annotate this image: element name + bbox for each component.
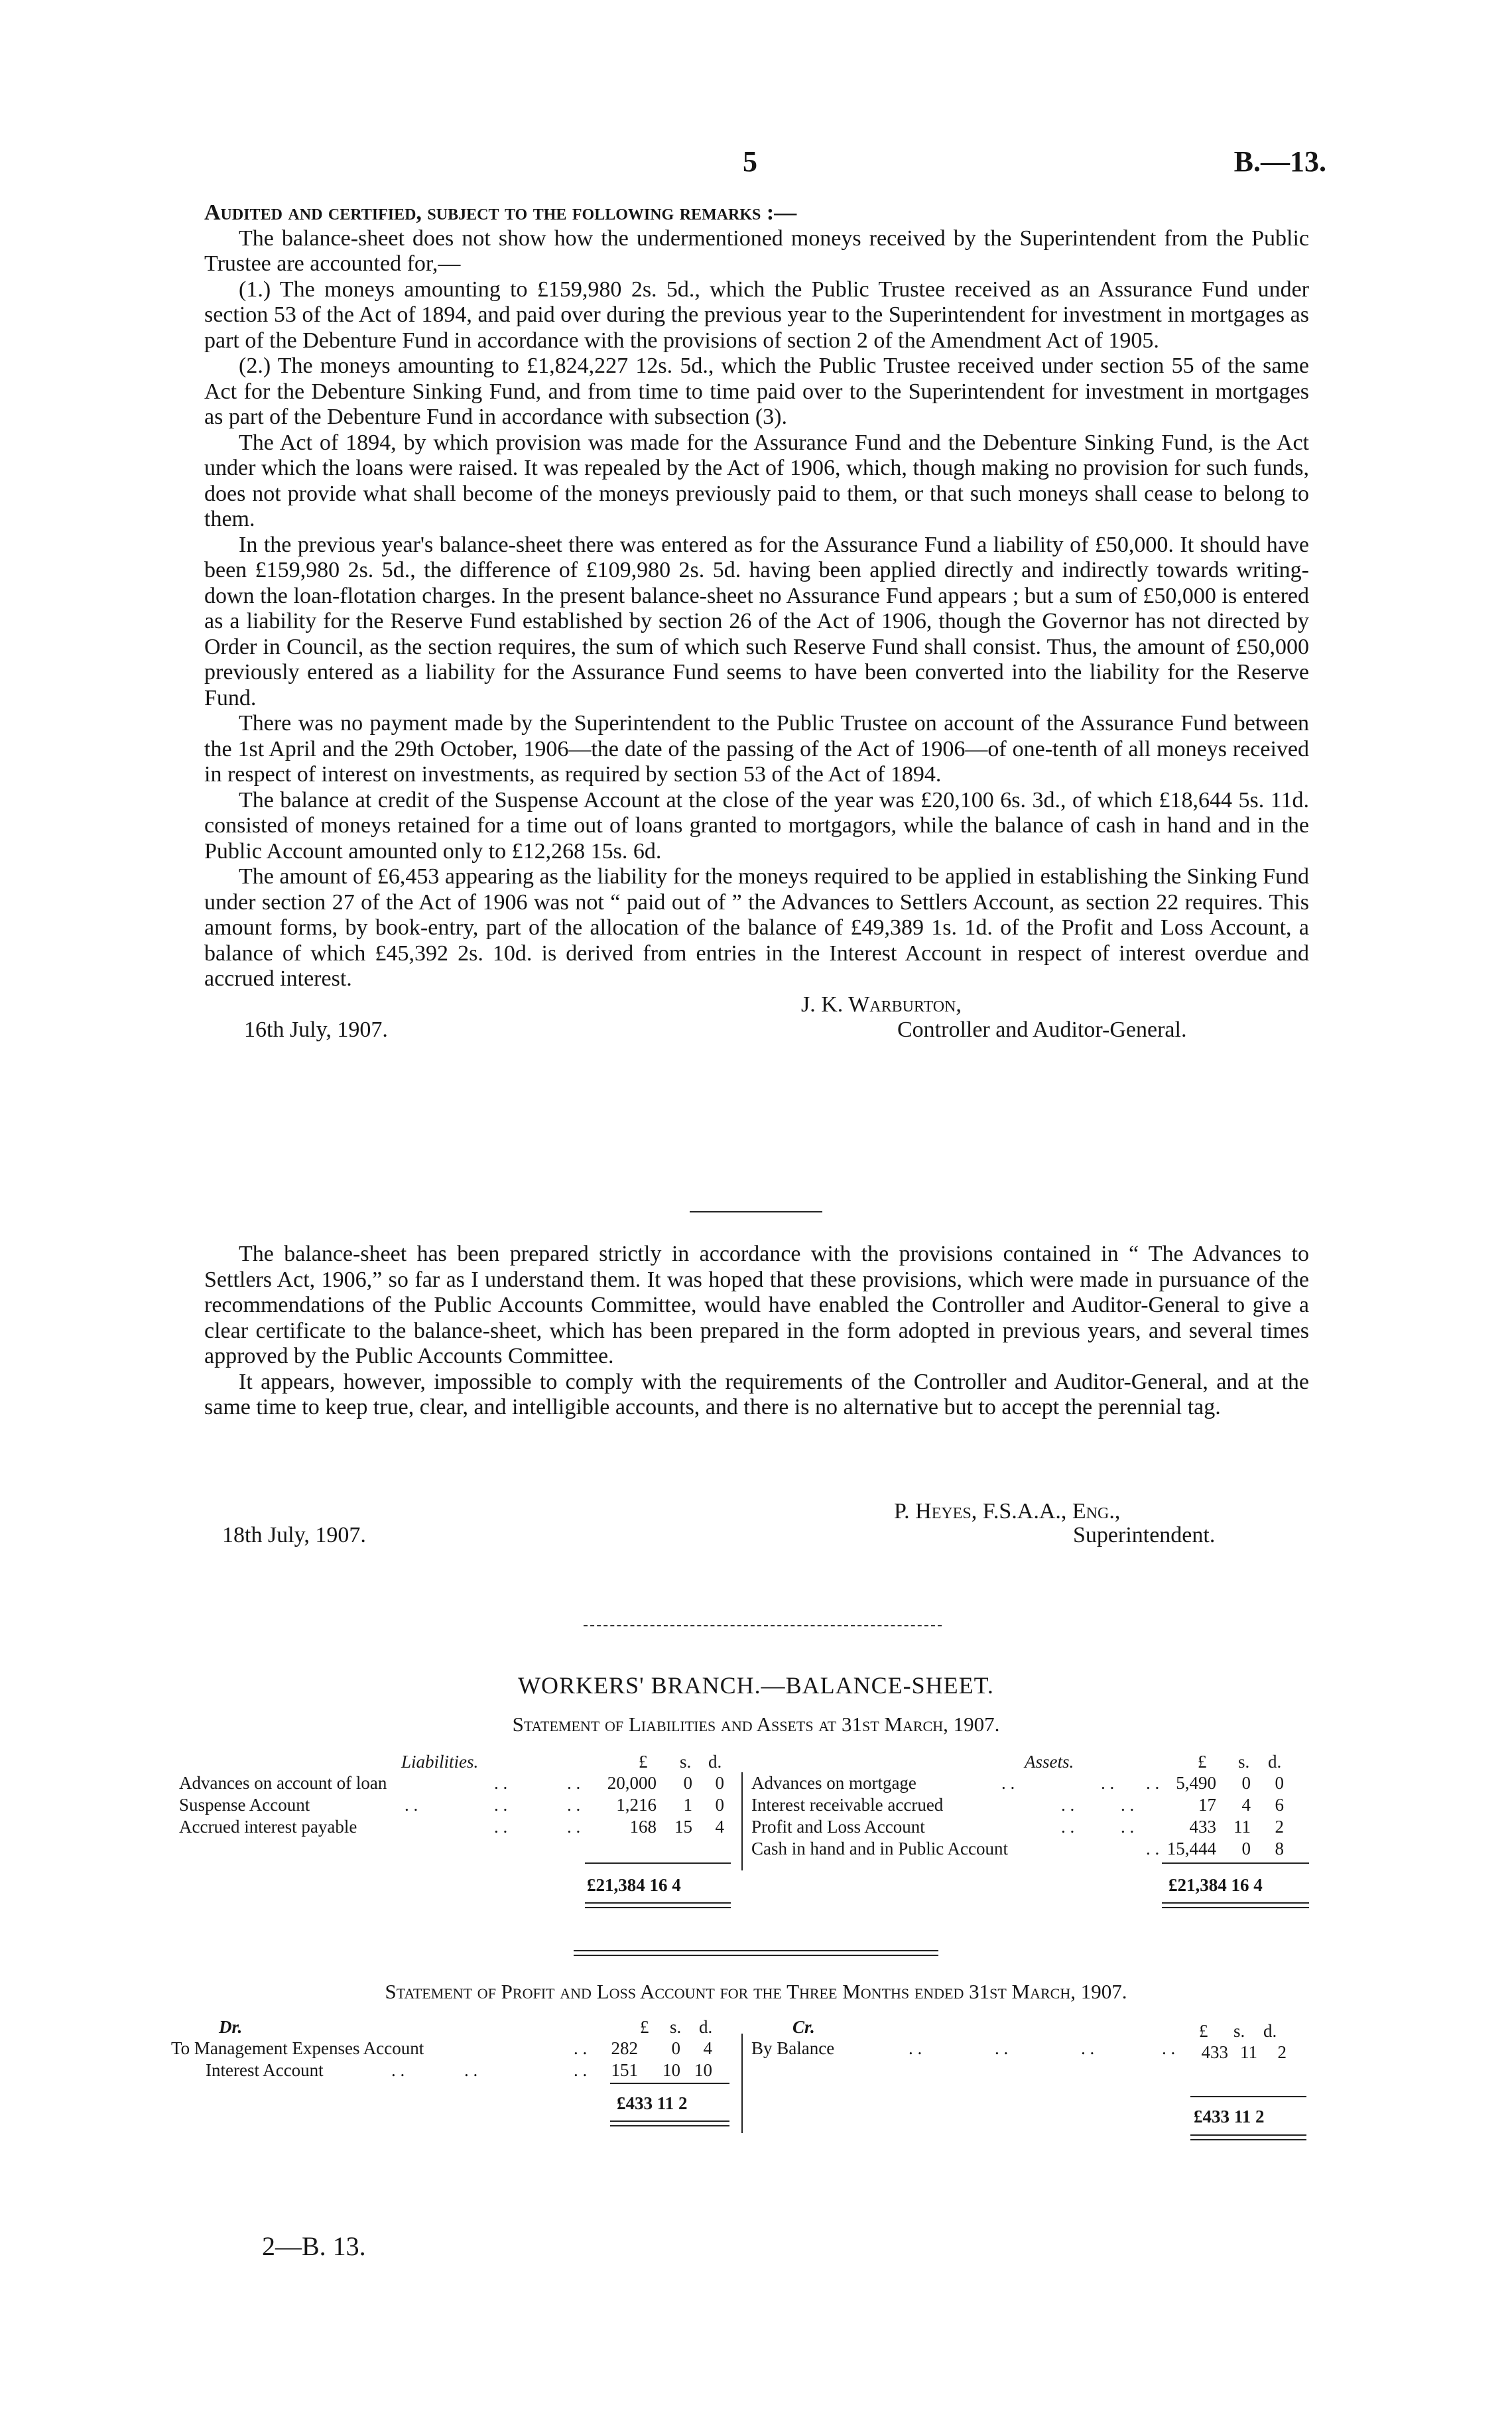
leader-dots: . . [909,2038,922,2058]
liability-pence: 4 [715,1817,724,1837]
table-row-liability-item: Suspense Account [179,1795,310,1815]
audit-lead-in: Audited and certified, subject to the following remarks :— [204,200,797,225]
audit-paragraph-5: In the previous year's balance-sheet there was entered as for the Assurance Fund a liability of £50,000. It should have been £159,980 2s. 5d., the difference of £109,980 2s. 5d. having been applied directly and indirectly towards writing-down the loan-flotation charges. In the present balance-sheet no Assurance Fund appears ; but a sum of £50,000 is entered as a liability for the Reserve Fund established by section 26 of the Act of 1906, though the Governor has not directed by Order in Council, as the section requires, the sum of which such Reserve Fund shall consist. Thus, the amount of £50,000 previously entered as a liability for the Assurance Fund seems to have been converted into the liability for the Reserve Fund. [204,532,1309,710]
audit-paragraph-2: (1.) The moneys amounting to £159,980 2s. 5d., which the Public Trustee received as an Assurance Fund under section 53 of the Act of 1894, and paid over during the previous year to the Superintendent for investment in mortgages as part of the Debenture Fund in accordance with the provisions of section 2 of the Amendment Act of 1905. [204,277,1309,353]
liability-pounds: 1,216 [616,1795,657,1815]
liability-shillings: 0 [683,1773,692,1793]
column-pence: d. [708,1752,722,1772]
leader-dots: . . [574,2060,588,2080]
subtotal-rule [610,2083,729,2084]
asset-pounds: 5,490 [1176,1773,1216,1793]
table-row-asset-item: Cash in hand and in Public Account [751,1839,1008,1859]
debit-shillings: 0 [671,2038,680,2058]
asset-pounds: 15,444 [1166,1839,1216,1859]
leader-dots: . . [574,2038,588,2058]
asset-shillings: 0 [1241,1773,1251,1793]
leader-dots: . . [1162,2038,1176,2058]
leader-dots: . . [494,1817,508,1837]
audit-signature-block [204,992,1309,1045]
asset-pounds: 17 [1198,1795,1216,1815]
liability-pounds: 168 [629,1817,657,1837]
credit-shillings: 11 [1240,2042,1257,2062]
asset-shillings: 0 [1241,1839,1251,1859]
audit-paragraph-6: There was no payment made by the Superintendent to the Public Trustee on account of the Assurance Fund between the 1st April and the 29th October, 1906—the date of the passing of the Act of 1906—of one-tenth of all moneys received in respect of interest on investments, as required by section 53 of the Act of 1894. [204,711,1309,787]
subtotal-rule [1162,1862,1309,1864]
asset-pence: 2 [1275,1817,1284,1837]
leader-dots: . . [567,1773,581,1793]
leader-dots: . . [1101,1773,1115,1793]
section-divider-double [574,1950,938,1956]
reply-paragraph-1: The balance-sheet has been prepared strictly in accordance with the provisions contained in “ The Advances to Settlers Act, 1906,” so far as I understand them. It was hoped that these provisions, which were made in pursuance of the recommendations of the Public Accounts Committee, would have enabled the Controller and Auditor-General to give a clear certificate to the balance-sheet, which has been prepared in the form adopted in previous years, and several times approved by the Public Accounts Committee. [204,1242,1309,1368]
reply-date: 18th July, 1907. [222,1523,366,1547]
column-pence: d. [1268,1752,1282,1772]
total-double-rule [585,1902,731,1908]
column-pence: d. [1263,2021,1277,2041]
leader-dots: . . [1061,1795,1075,1815]
table-row-asset-item: Advances on mortgage [751,1773,916,1793]
leader-dots: . . [464,2060,478,2080]
subtotal-rule [585,1862,731,1864]
asset-shillings: 11 [1233,1817,1251,1837]
debit-pence: 10 [694,2060,712,2080]
leader-dots: . . [995,2038,1009,2058]
assets-label: Assets. [1025,1752,1074,1772]
balance-sheet-subheading: Statement of Liabilities and Assets at 31st March, 1907. [512,1713,1000,1736]
leader-dots: . . [494,1773,508,1793]
table-row-credit-item: By Balance [751,2038,835,2058]
table-row-asset-item: Profit and Loss Account [751,1817,925,1837]
debit-pounds: 282 [611,2038,638,2058]
leader-dots: . . [1146,1839,1160,1859]
table-row-debit-item: Interest Account [206,2060,324,2080]
asset-pounds: 433 [1189,1817,1216,1837]
column-divider [741,1772,743,1870]
leader-dots: . . [1146,1773,1160,1793]
audit-report [204,200,1309,1045]
audit-paragraph-8: The amount of £6,453 appearing as the liability for the moneys required to be applied in establishing the Sinking Fund under section 27 of the Act of 1906 was not “ paid out of ” the Advances to Settlers Account, as section 22 requires. This amount forms, by book-entry, part of the allocation of the balance of £49,389 1s. 1d. of the Profit and Loss Account, a balance of which £45,392 2s. 10d. is derived from entries in the Interest Account in respect of interest overdue and accrued interest. [204,864,1309,991]
leader-dots: . . [405,1795,418,1815]
asset-pence: 6 [1275,1795,1284,1815]
auditor-name: J. K. Warburton, [801,992,962,1017]
debit-label: Dr. [219,2017,243,2037]
leader-dots: . . [1121,1795,1135,1815]
leader-dots: . . [494,1795,508,1815]
total-double-rule [1190,2134,1306,2140]
audit-paragraph-1: The balance-sheet does not show how the undermentioned moneys received by the Superintendent from the Public Trustee are accounted for,— [204,226,1309,276]
signature-mark: 2—B. 13. [262,2231,366,2261]
audit-paragraph-7: The balance at credit of the Suspense Account at the close of the year was £20,100 6s. 3d., of which £18,644 5s. 11d. consisted of moneys retained for a time out of loans granted to mortgagors, while the balance of cash in hand and in the Public Account amounted only to £12,268 15s. 6d. [204,787,1309,864]
subtotal-rule [1190,2096,1306,2097]
table-row-liability-item: Accrued interest payable [179,1817,357,1837]
page-number: 5 [743,145,757,178]
liabilities-label: Liabilities. [401,1752,479,1772]
balance-sheet-heading: WORKERS' BRANCH.—BALANCE-SHEET. [518,1672,994,1699]
total-double-rule [610,2120,729,2126]
auditor-title: Controller and Auditor-General. [897,1017,1187,1042]
leader-dots: . . [391,2060,405,2080]
profit-loss-heading: Statement of Profit and Loss Account for the Three Months ended 31st March, 1907. [385,1980,1127,2003]
assets-total: £21,384 16 4 [1168,1875,1263,1895]
column-pounds: £ [1198,1752,1207,1772]
credit-total: £433 11 2 [1194,2107,1265,2126]
audit-date: 16th July, 1907. [244,1017,388,1042]
liability-shillings: 1 [683,1795,692,1815]
audit-paragraph-4: The Act of 1894, by which provision was made for the Assurance Fund and the Debenture Sinking Fund, is the Act under which the loans were raised. It was repealed by the Act of 1906, which, though making no provision for such funds, does not provide what shall become of the moneys previously paid to them, or that such moneys shall cease to belong to them. [204,430,1309,531]
column-pounds: £ [1199,2021,1208,2041]
leader-dots: . . [1061,1817,1075,1837]
column-shillings: s. [1233,2021,1245,2041]
table-row-asset-item: Interest receivable accrued [751,1795,944,1815]
column-pounds: £ [640,2017,649,2037]
leader-dots: . . [1001,1773,1015,1793]
debit-shillings: 10 [662,2060,680,2080]
leader-dots: . . [567,1817,581,1837]
leader-dots: . . [567,1795,581,1815]
section-divider [690,1211,822,1212]
debit-total: £433 11 2 [617,2093,688,2113]
superintendent-name: P. Heyes, F.S.A.A., Eng., [894,1499,1121,1524]
reply-paragraph-2: It appears, however, impossible to comply with the requirements of the Controller and Auditor-General, and at the same time to keep true, clear, and intelligible accounts, and there is no alternative but to accept the perennial tag. [204,1369,1309,1419]
credit-label: Cr. [792,2017,815,2037]
asset-pence: 0 [1275,1773,1284,1793]
credit-pence: 2 [1277,2042,1287,2062]
column-shillings: s. [680,1752,692,1772]
superintendent-title: Superintendent. [1073,1523,1216,1547]
superintendent-reply [204,1242,1309,1421]
column-shillings: s. [1238,1752,1250,1772]
debit-pounds: 151 [611,2060,638,2080]
asset-shillings: 4 [1241,1795,1251,1815]
column-shillings: s. [670,2017,682,2037]
liability-pence: 0 [715,1795,724,1815]
credit-pounds: 433 [1201,2042,1228,2062]
total-double-rule [1162,1902,1309,1908]
table-row-debit-item: To Management Expenses Account [171,2038,424,2058]
asset-pence: 8 [1275,1839,1284,1859]
section-divider-dashed [584,1625,942,1626]
debit-pence: 4 [703,2038,712,2058]
column-pence: d. [699,2017,713,2037]
leader-dots: . . [1121,1817,1135,1837]
liability-pounds: 20,000 [607,1773,657,1793]
liability-shillings: 15 [674,1817,692,1837]
liability-pence: 0 [715,1773,724,1793]
column-divider [741,2034,743,2133]
audit-paragraph-3: (2.) The moneys amounting to £1,824,227 12s. 5d., which the Public Trustee received under section 55 of the same Act for the Debenture Sinking Fund, and from time to time paid over to the Superintendent for investment in mortgages as part of the Debenture Fund in accordance with subsection (3). [204,354,1309,429]
leader-dots: . . [1081,2038,1095,2058]
table-row-liability-item: Advances on account of loan [179,1773,387,1793]
column-pounds: £ [639,1752,648,1772]
document-reference: B.—13. [1233,145,1326,178]
liabilities-total: £21,384 16 4 [587,1875,681,1895]
